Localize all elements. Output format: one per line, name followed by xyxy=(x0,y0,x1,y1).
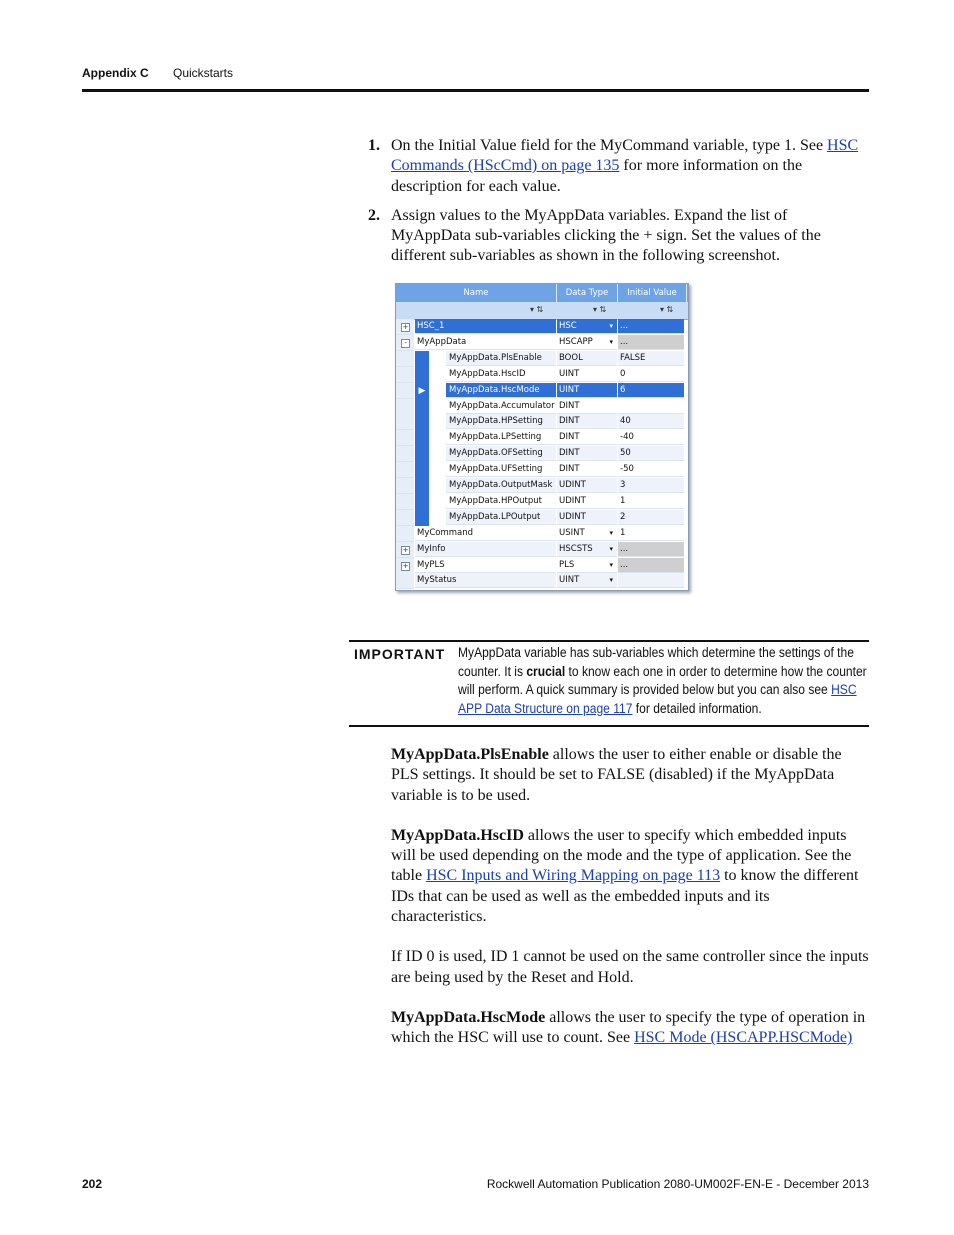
paragraph-id-note xyxy=(391,947,869,988)
term: MyAppData.HscMode xyxy=(391,1008,546,1026)
grid-row[interactable] xyxy=(396,351,688,367)
cell-datatype[interactable]: DINT xyxy=(557,462,617,477)
child-indent-marker xyxy=(415,414,429,430)
cell-initial-value[interactable]: 2 xyxy=(618,510,684,525)
cell-name[interactable]: MyCommand xyxy=(415,526,556,541)
collapse-icon[interactable]: - xyxy=(401,339,410,348)
row-gutter xyxy=(396,573,414,589)
cell-name[interactable]: MyAppData.LPSetting xyxy=(446,430,556,445)
cell-datatype[interactable]: DINT xyxy=(557,399,617,414)
cell-initial-value[interactable]: 1 xyxy=(618,526,684,541)
row-gutter xyxy=(396,351,414,367)
row-gutter xyxy=(396,510,414,526)
hsc-commands-link[interactable]: HSC Commands (HScCmd) on page 135 xyxy=(391,137,859,175)
hsc-mode-link[interactable]: HSC Mode (HSCAPP.HSCMode) xyxy=(634,1029,853,1047)
expand-icon[interactable]: + xyxy=(402,561,409,570)
grid-row[interactable] xyxy=(396,510,688,526)
section-label: Quickstarts xyxy=(173,66,234,80)
term: MyAppData.HscID xyxy=(391,826,524,844)
paragraph-text: allows the user to specify the type of operation in which the HSC will use to count. See xyxy=(391,1008,866,1047)
cell-name[interactable]: MyPLS xyxy=(415,558,556,573)
cell-name[interactable]: MyAppData.HPOutput xyxy=(446,494,556,509)
chevron-down-icon[interactable]: ▾ xyxy=(609,528,613,537)
cell-name[interactable]: HSC_1 xyxy=(415,319,556,334)
expand-icon[interactable]: + xyxy=(402,545,409,554)
cell-name[interactable]: MyAppData.OFSetting xyxy=(446,446,556,461)
name-column-header[interactable]: Name xyxy=(396,284,557,302)
grid-row[interactable] xyxy=(396,526,688,542)
row-gutter xyxy=(396,462,414,478)
body-text xyxy=(391,745,869,1069)
cell-datatype[interactable]: HSCSTS ▾ xyxy=(557,542,617,557)
child-indent-marker xyxy=(415,510,429,526)
cell-initial-value[interactable]: ... xyxy=(618,542,684,557)
cell-datatype[interactable]: USINT ▾ xyxy=(557,526,617,541)
row-gutter xyxy=(396,367,414,383)
grid-row[interactable] xyxy=(396,478,688,494)
filter-icon[interactable]: ▾ ⇅ xyxy=(593,305,607,314)
cell-initial-value[interactable] xyxy=(618,399,684,414)
step-1 xyxy=(368,136,868,197)
cell-initial-value[interactable]: -50 xyxy=(618,462,684,477)
important-text xyxy=(458,644,868,718)
chevron-down-icon[interactable]: ▾ xyxy=(609,322,613,330)
paragraph-text: allows the user to specify which embedded inputs will be used depending on the mode and the type of application. See the table xyxy=(391,826,852,885)
cell-initial-value[interactable]: 6 xyxy=(618,383,684,398)
child-indent-marker xyxy=(415,430,429,446)
child-indent-marker xyxy=(415,351,429,367)
grid-header xyxy=(396,284,688,302)
paragraph-hscid xyxy=(391,826,869,927)
child-indent-marker: ▶ xyxy=(415,383,429,399)
page-number: 202 xyxy=(82,1177,103,1191)
step-text: for more information on the description for each value. xyxy=(391,157,803,195)
cell-initial-value[interactable]: ... xyxy=(618,558,684,573)
cell-datatype[interactable]: HSC ▾ xyxy=(557,319,617,334)
cell-name[interactable]: MyAppData.PlsEnable xyxy=(446,351,556,366)
cell-datatype[interactable]: BOOL xyxy=(557,351,617,366)
hsc-app-data-link[interactable]: HSC APP Data Structure on page 117 xyxy=(458,682,857,716)
header-rule xyxy=(82,89,869,92)
cell-name[interactable]: MyAppData.HscID xyxy=(446,367,556,382)
appendix-label: Appendix C xyxy=(82,66,149,80)
cell-initial-value[interactable]: 1 xyxy=(618,494,684,509)
grid-row[interactable] xyxy=(396,414,688,430)
grid-row[interactable] xyxy=(396,430,688,446)
cell-initial-value[interactable]: ... xyxy=(618,319,684,334)
row-gutter xyxy=(396,383,414,399)
initial-value-column-header[interactable]: Initial Value xyxy=(618,284,687,302)
grid-row[interactable] xyxy=(396,367,688,383)
cell-datatype[interactable]: UINT xyxy=(557,383,617,398)
important-text-part: for detailed information. xyxy=(632,700,762,716)
step-text: Assign values to the MyAppData variables. Expand the list of MyAppData sub-variables clicking the + sign. Set the values of the different sub-variables as shown in the following screenshot. xyxy=(391,206,821,265)
row-gutter xyxy=(396,430,414,446)
datatype-column-header[interactable]: Data Type xyxy=(557,284,618,302)
cell-initial-value[interactable]: 0 xyxy=(618,367,684,382)
paragraph-plsenable xyxy=(391,745,869,806)
child-indent-marker xyxy=(415,446,429,462)
filter-icon[interactable]: ▾ ⇅ xyxy=(660,305,674,314)
grid-row[interactable] xyxy=(396,335,688,351)
important-label: IMPORTANT xyxy=(354,646,446,662)
grid-row[interactable] xyxy=(396,462,688,478)
grid-row[interactable] xyxy=(396,446,688,462)
row-gutter xyxy=(396,494,414,510)
important-text-part: to know each one in order to determine how the counter will perform. A quick summary is provided below but you can also see xyxy=(458,663,867,697)
row-gutter xyxy=(396,399,414,415)
cell-datatype[interactable]: DINT xyxy=(557,414,617,429)
filter-row xyxy=(396,302,688,320)
cell-datatype[interactable]: UDINT xyxy=(557,510,617,525)
grid-row[interactable] xyxy=(396,542,688,558)
cell-datatype[interactable]: PLS ▾ xyxy=(557,558,617,573)
child-indent-marker xyxy=(415,494,429,510)
step-number: 1. xyxy=(368,137,380,154)
chevron-down-icon[interactable]: ▾ xyxy=(609,560,613,569)
cell-datatype[interactable]: HSCAPP ▾ xyxy=(557,335,617,350)
important-top-rule xyxy=(349,640,869,642)
cell-name[interactable]: MyAppData.OutputMask xyxy=(446,478,556,493)
important-bold: crucial xyxy=(526,663,566,679)
hsc-inputs-link[interactable]: HSC Inputs and Wiring Mapping on page 113 xyxy=(426,867,721,885)
cell-name[interactable]: MyAppData.LPOutput xyxy=(446,510,556,525)
step-text: On the Initial Value field for the MyCommand variable, type 1. See xyxy=(391,137,828,154)
cell-datatype[interactable]: DINT xyxy=(557,430,617,445)
chevron-down-icon[interactable]: ▾ xyxy=(609,544,613,553)
cell-datatype[interactable]: UDINT xyxy=(557,494,617,509)
step-number: 2. xyxy=(368,206,380,224)
cell-name[interactable]: MyInfo xyxy=(415,542,556,557)
publication-info: Rockwell Automation Publication 2080-UM002F-EN-E - December 2013 xyxy=(486,1177,869,1191)
row-gutter xyxy=(396,414,414,430)
important-text-part: MyAppData variable has sub-variables which determine the settings of the counter. It is xyxy=(458,645,854,679)
cell-name[interactable]: MyAppData.Accumulator xyxy=(446,399,556,414)
variables-grid-screenshot xyxy=(395,283,689,591)
row-gutter xyxy=(396,526,414,542)
page-header xyxy=(82,66,234,80)
grid-row[interactable] xyxy=(396,558,688,574)
cell-initial-value[interactable]: -40 xyxy=(618,430,684,445)
cell-name[interactable]: MyAppData xyxy=(415,335,556,350)
paragraph-hscmode xyxy=(391,1008,869,1049)
row-gutter xyxy=(396,446,414,462)
expand-icon[interactable]: + xyxy=(402,323,409,331)
paragraph-text: allows the user to either enable or disable the PLS settings. It should be set to FALSE (disabled) if the MyAppData variable is to be used. xyxy=(391,746,842,804)
child-indent-marker xyxy=(415,478,429,494)
paragraph-text: to know the different IDs that can be used as well as the embedded inputs and its characteristics. xyxy=(391,867,859,926)
term: MyAppData.PlsEnable xyxy=(391,746,549,763)
grid-row[interactable] xyxy=(396,399,688,415)
row-gutter xyxy=(396,478,414,494)
cell-datatype[interactable]: UDINT xyxy=(557,478,617,493)
grid-row[interactable] xyxy=(396,319,688,335)
child-indent-marker xyxy=(415,367,429,383)
chevron-down-icon[interactable]: ▾ xyxy=(609,337,613,346)
paragraph-text: If ID 0 is used, ID 1 cannot be used on the same controller since the inputs are being used by the Reset and Hold. xyxy=(391,948,869,986)
grid-row[interactable] xyxy=(396,383,688,399)
cell-initial-value[interactable]: FALSE xyxy=(618,351,684,366)
child-indent-marker xyxy=(415,399,429,415)
cell-initial-value[interactable]: 50 xyxy=(618,446,684,461)
cell-name[interactable]: MyStatus xyxy=(415,573,556,588)
cell-datatype[interactable]: UINT ▾ xyxy=(557,573,617,588)
important-bottom-rule xyxy=(349,725,869,727)
chevron-down-icon[interactable]: ▾ xyxy=(609,576,613,585)
cell-name[interactable]: MyAppData.UFSetting xyxy=(446,462,556,477)
cell-initial-value[interactable]: 3 xyxy=(618,478,684,493)
cell-initial-value[interactable] xyxy=(618,573,684,588)
filter-icon[interactable]: ▾ ⇅ xyxy=(530,305,544,314)
cell-initial-value[interactable]: 40 xyxy=(618,414,684,429)
child-indent-marker xyxy=(415,462,429,478)
cell-datatype[interactable]: UINT xyxy=(557,367,617,382)
cell-initial-value[interactable]: ... xyxy=(618,335,684,350)
cell-datatype[interactable]: DINT xyxy=(557,446,617,461)
cell-name[interactable]: MyAppData.HscMode xyxy=(446,383,556,398)
grid-row[interactable] xyxy=(396,573,688,589)
grid-row[interactable] xyxy=(396,494,688,510)
cell-name[interactable]: MyAppData.HPSetting xyxy=(446,414,556,429)
step-2 xyxy=(368,206,868,267)
steps-list xyxy=(368,136,868,276)
